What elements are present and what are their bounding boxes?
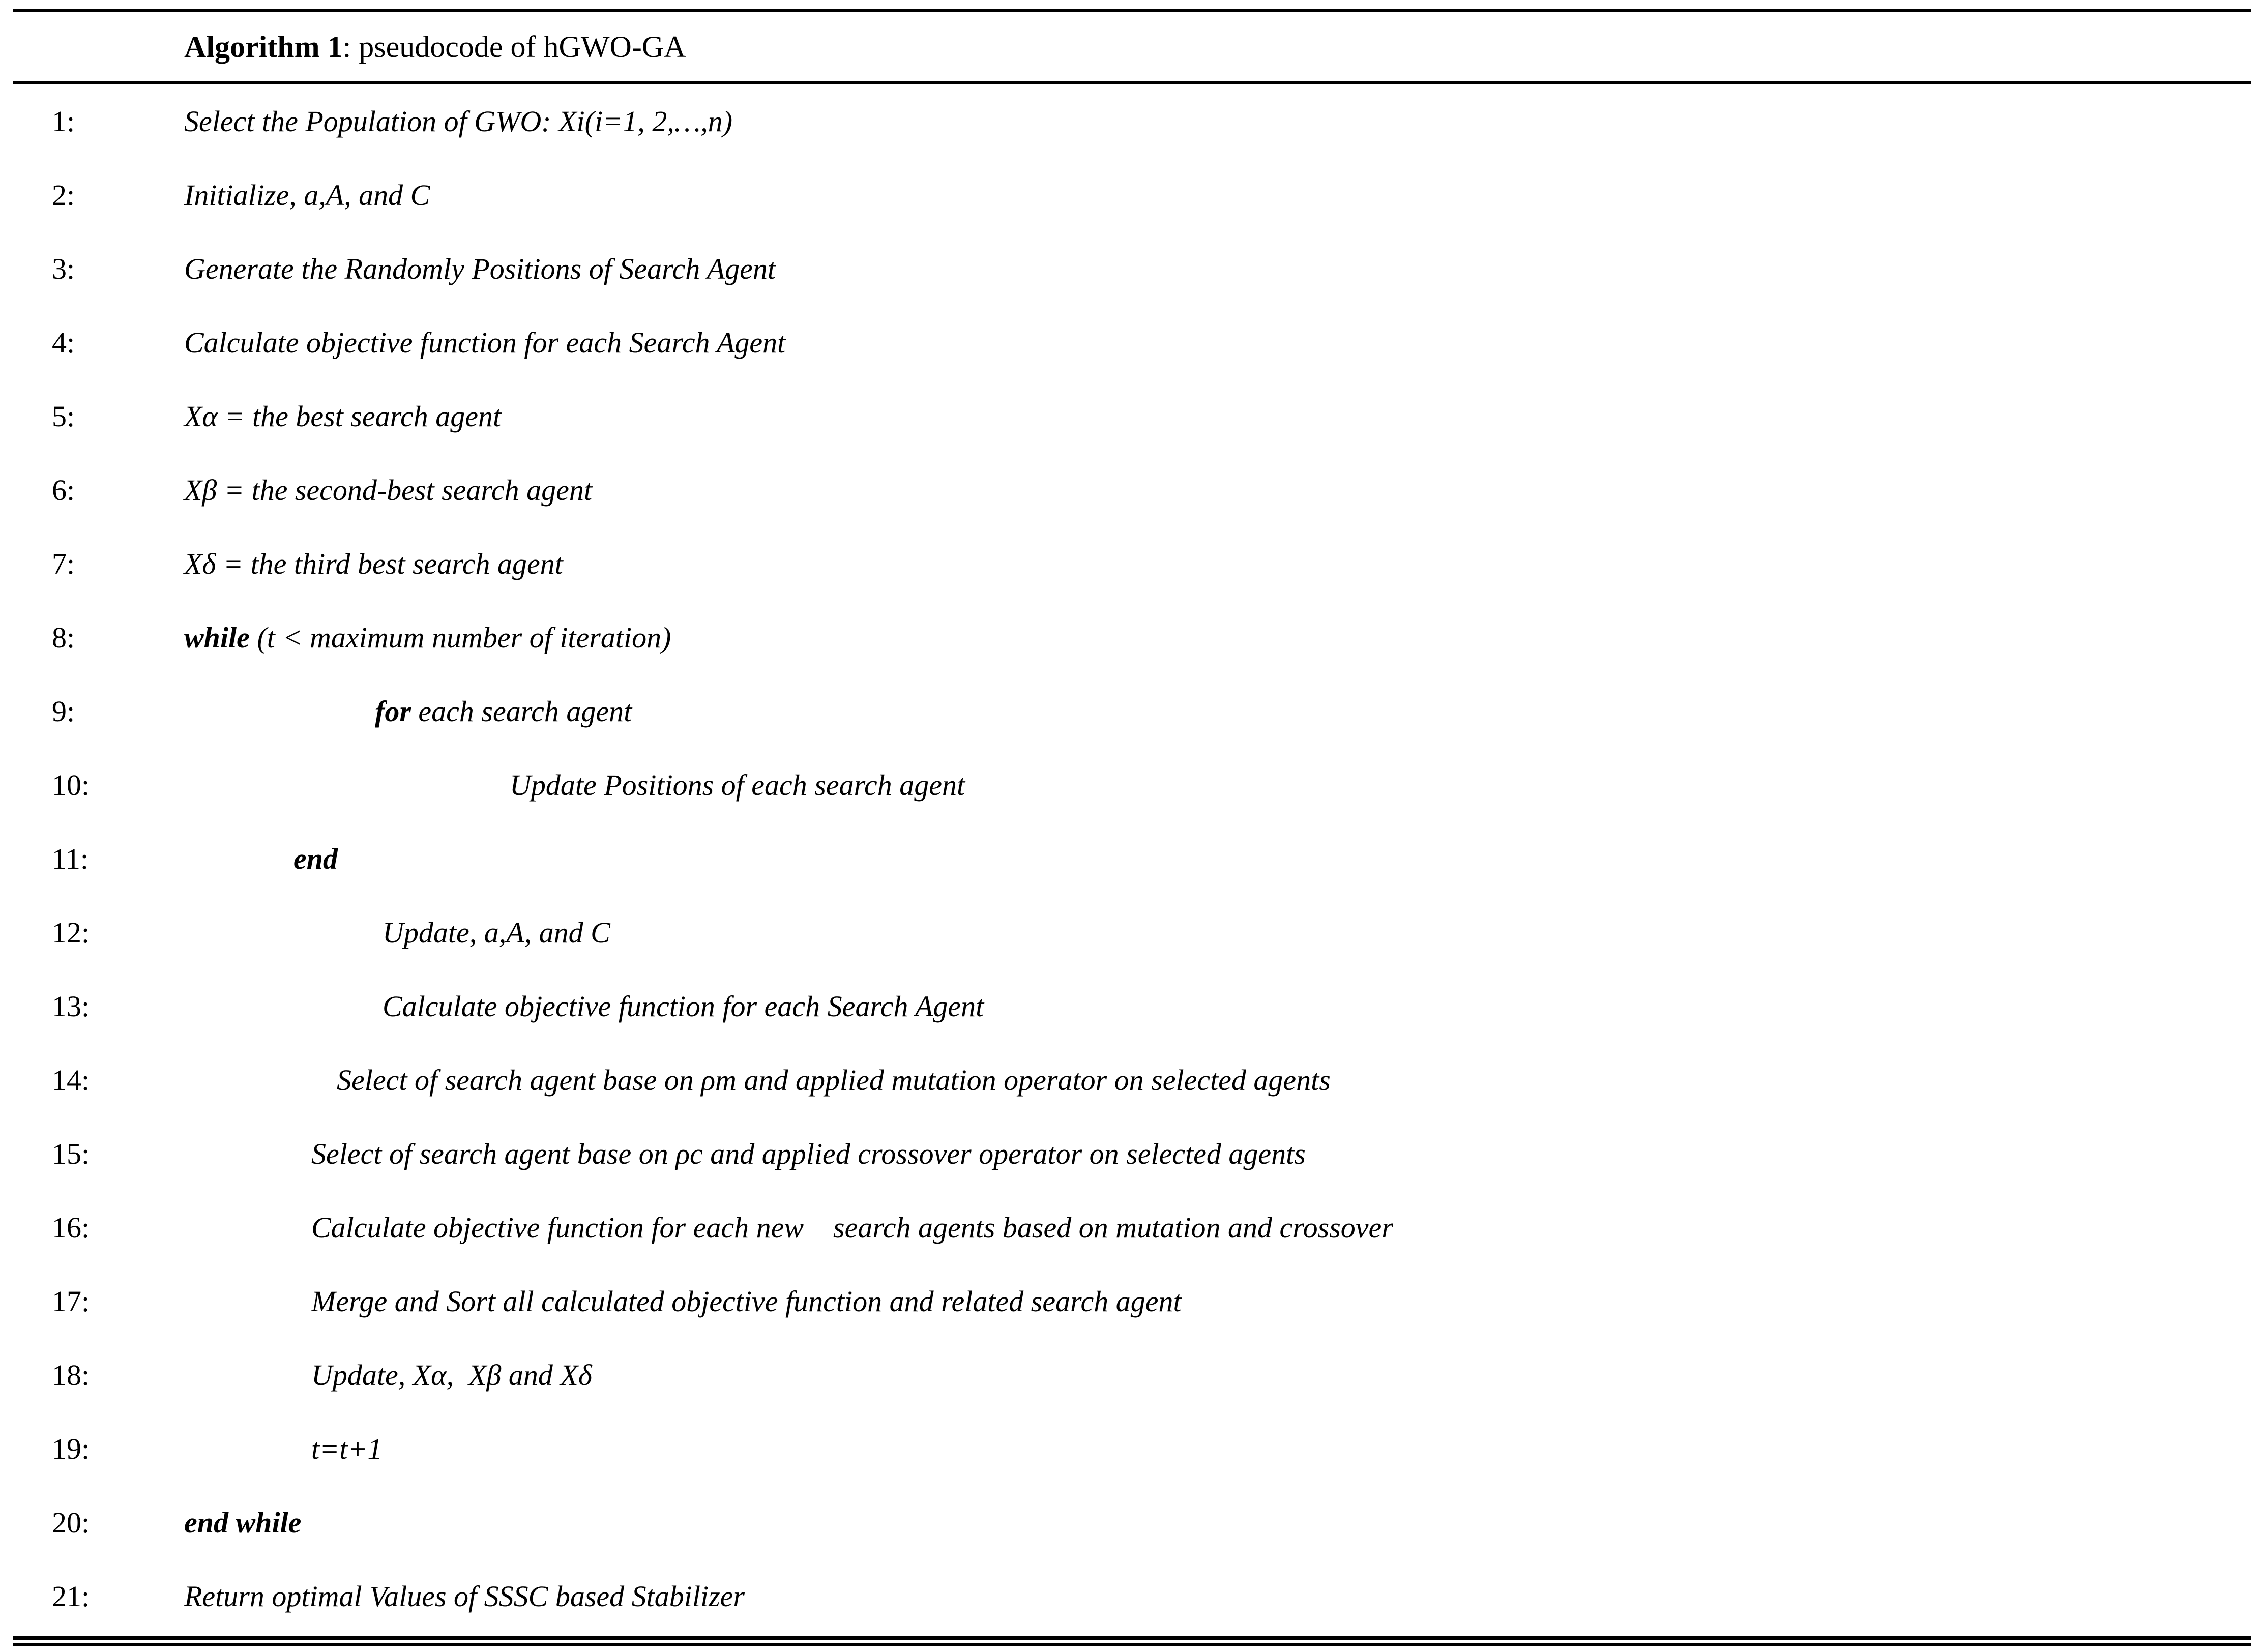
text-segment: Xβ = the second-best search agent <box>184 474 592 507</box>
line-number: 21: <box>52 1580 90 1613</box>
line-number: 17: <box>52 1285 90 1318</box>
text-segment: t=t+1 <box>311 1432 383 1465</box>
line-number: 10: <box>52 769 90 802</box>
algorithm-line <box>13 453 2251 527</box>
line-number: 15: <box>52 1137 90 1170</box>
text-segment: Select of search agent base on ρm and applied mutation operator on selected agents <box>337 1064 1331 1097</box>
algorithm-line <box>13 748 2251 822</box>
line-text <box>184 694 2251 728</box>
algorithm-line <box>13 1043 2251 1117</box>
line-number: 13: <box>52 990 90 1023</box>
algorithm-line <box>13 1559 2251 1633</box>
algorithm-line <box>13 1264 2251 1338</box>
line-number: 4: <box>52 326 75 359</box>
line-text <box>184 1063 2251 1097</box>
algorithm-line <box>13 1191 2251 1264</box>
text-segment: (t < maximum number of iteration) <box>257 621 671 654</box>
text-segment: Select the Population of GWO: Xi(i=1, 2,…,n) <box>184 105 733 138</box>
line-text <box>184 1432 2251 1466</box>
algorithm-lines <box>13 84 2251 1636</box>
line-text <box>184 547 2251 581</box>
line-text <box>184 1579 2251 1613</box>
line-text <box>184 178 2251 212</box>
line-text <box>184 104 2251 138</box>
line-number: 7: <box>52 547 75 580</box>
line-text <box>184 842 2251 876</box>
keyword-segment: while <box>184 621 257 654</box>
line-text <box>184 1137 2251 1171</box>
algorithm-title-rest: : pseudocode of hGWO-GA <box>342 29 686 64</box>
algorithm-line <box>13 232 2251 306</box>
line-text <box>184 1211 2251 1245</box>
keyword-segment: for <box>375 695 419 728</box>
line-number: 6: <box>52 474 75 507</box>
line-text <box>184 916 2251 950</box>
algorithm-line <box>13 674 2251 748</box>
line-number: 8: <box>52 621 75 654</box>
line-number: 2: <box>52 179 75 212</box>
line-text <box>184 621 2251 655</box>
text-segment: each search agent <box>418 695 632 728</box>
algorithm-line <box>13 1412 2251 1486</box>
text-segment: Update, a,A, and C <box>383 916 610 949</box>
algorithm-line <box>13 527 2251 601</box>
algorithm-line <box>13 306 2251 379</box>
line-number: 9: <box>52 695 75 728</box>
line-text <box>184 1284 2251 1318</box>
line-text <box>184 989 2251 1023</box>
text-segment: Calculate objective function for each Search Agent <box>383 990 984 1023</box>
algorithm-line <box>13 822 2251 896</box>
text-segment: Xδ = the third best search agent <box>184 547 563 580</box>
algorithm-line <box>13 1117 2251 1191</box>
algorithm-line <box>13 158 2251 232</box>
line-number: 20: <box>52 1506 90 1539</box>
line-number: 16: <box>52 1211 90 1244</box>
line-text <box>184 252 2251 286</box>
algorithm-line <box>13 601 2251 674</box>
algorithm-line <box>13 969 2251 1043</box>
algorithm-line <box>13 379 2251 453</box>
line-text <box>184 768 2251 802</box>
text-segment: Merge and Sort all calculated objective function and related search agent <box>311 1285 1182 1318</box>
text-segment: Generate the Randomly Positions of Search Agent <box>184 252 776 285</box>
text-segment: Update, Xα, Xβ and Xδ <box>311 1359 592 1392</box>
line-number: 3: <box>52 252 75 285</box>
text-segment: Select of search agent base on ρc and applied crossover operator on selected agents <box>311 1137 1306 1170</box>
text-segment: Initialize, a,A, and C <box>184 179 430 212</box>
keyword-segment: end <box>293 842 338 875</box>
algorithm-block <box>13 9 2251 1646</box>
line-number: 1: <box>52 105 75 138</box>
text-segment: Xα = the best search agent <box>184 400 502 433</box>
line-text <box>184 326 2251 360</box>
line-number: 19: <box>52 1432 90 1465</box>
text-segment: Calculate objective function for each Search Agent <box>184 326 786 359</box>
line-number: 14: <box>52 1064 90 1097</box>
algorithm-title-label: Algorithm 1 <box>184 29 343 64</box>
line-number: 12: <box>52 916 90 949</box>
algorithm-line <box>13 896 2251 969</box>
line-text <box>184 473 2251 507</box>
line-text <box>184 399 2251 433</box>
algorithm-line <box>13 1338 2251 1412</box>
algorithm-line <box>13 1486 2251 1559</box>
keyword-segment: end while <box>184 1506 302 1539</box>
text-segment: Calculate objective function for each new search agents based on mutation and crossover <box>311 1211 1393 1244</box>
line-text <box>184 1506 2251 1540</box>
line-number: 11: <box>52 842 89 875</box>
text-segment: Return optimal Values of SSSC based Stabilizer <box>184 1580 745 1613</box>
text-segment: Update Positions of each search agent <box>510 769 965 802</box>
algorithm-title <box>13 12 2251 84</box>
line-number: 18: <box>52 1359 90 1392</box>
line-number: 5: <box>52 400 75 433</box>
line-text <box>184 1358 2251 1392</box>
algorithm-line <box>13 84 2251 158</box>
